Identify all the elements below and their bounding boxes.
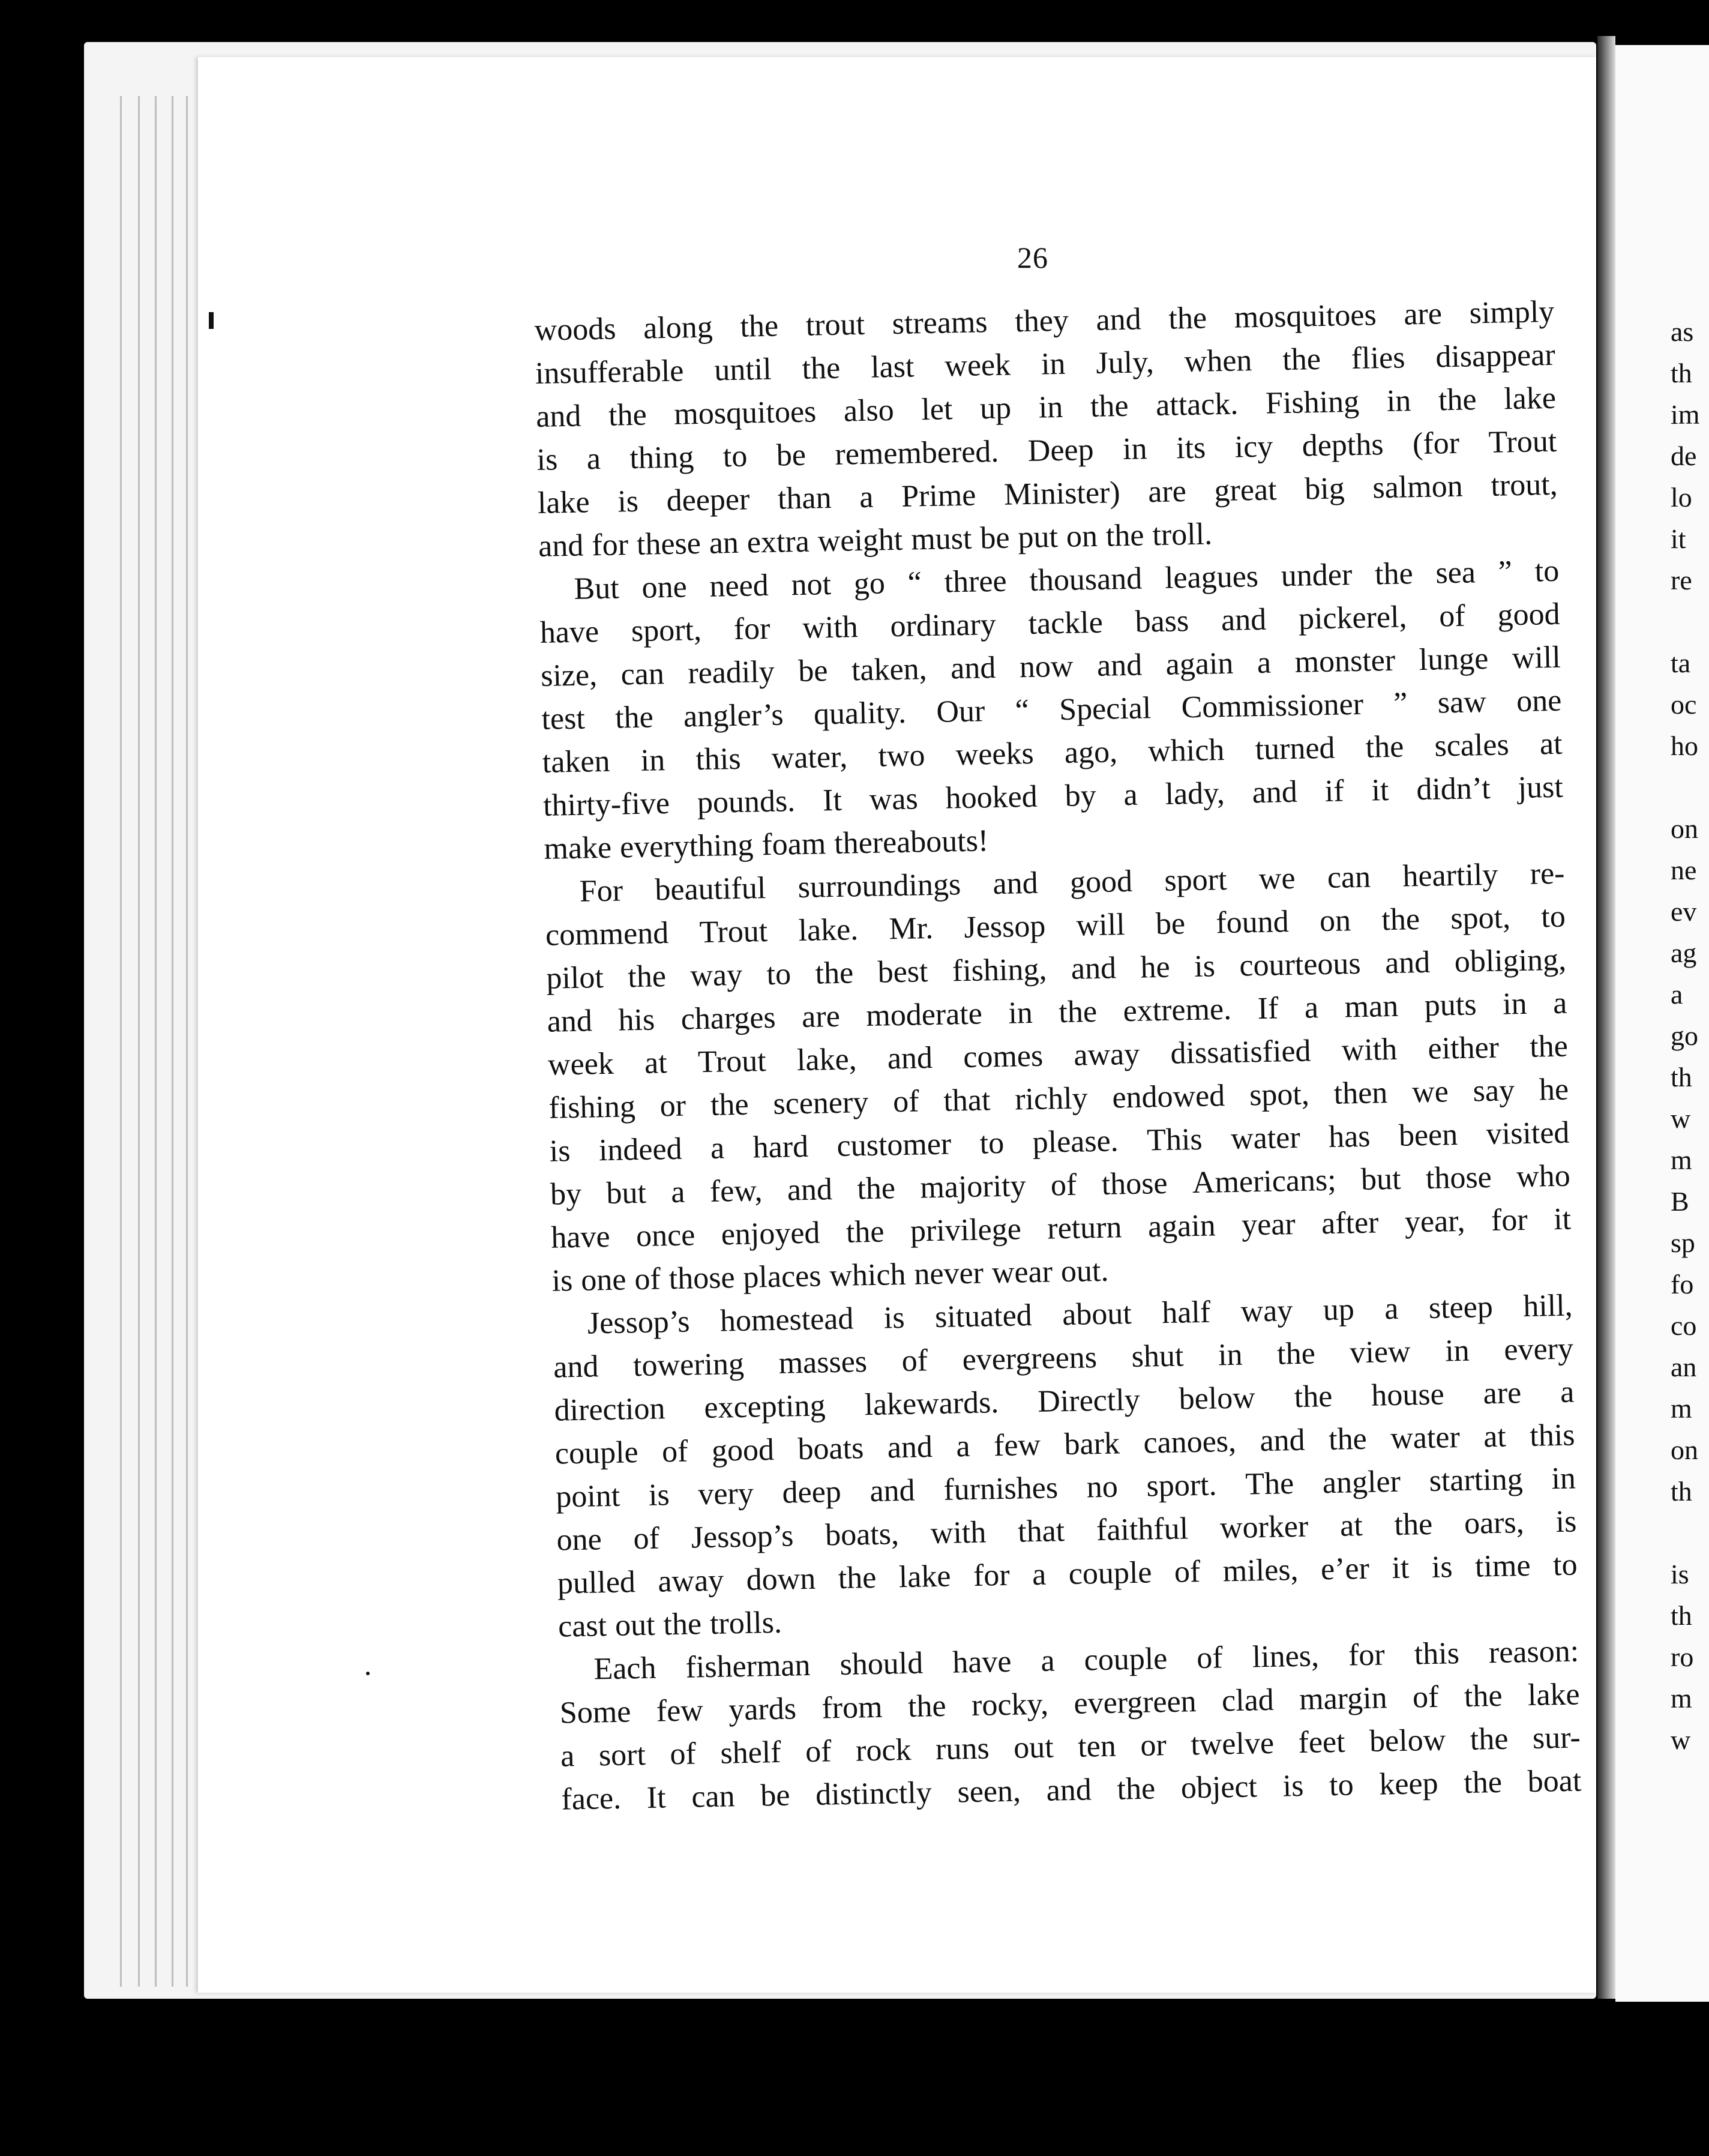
next-page-fragment: an [1671,1352,1697,1382]
next-page-fragment: ev [1671,896,1697,927]
next-page-fragment: th [1671,1476,1692,1507]
text-line: Each fisherman should have a couple of lines, for this reason: [593,1634,1579,1687]
next-page-fragment: B [1671,1186,1689,1217]
page-number: 26 [1017,241,1048,274]
text-line: and his charges are moderate in the extreme. If a man puts in a [547,986,1567,1039]
text-line: is one of those places which never wear out. [551,1253,1109,1298]
next-page-fragment: th [1671,358,1692,388]
text-line: and for these an extra weight must be put on the troll. [538,517,1213,564]
text-line: pulled away down the lake for a couple of miles, e’er it is time to [557,1547,1578,1601]
next-page-fragment: is [1671,1559,1689,1589]
text-line: and the mosquitoes also let up in the attack. Fishing in the lake [535,381,1557,434]
text-line: fishing or the scenery of that richly endowed spot, then we say he [548,1072,1569,1125]
text-line: and towering masses of evergreens shut in the view in every [553,1331,1574,1385]
next-page-fragment: a [1671,979,1683,1010]
text-line: woods along the trout streams they and the mosquitoes are simply [534,294,1555,348]
next-page-fragment: go [1671,1020,1698,1051]
text-line: by but a few, and the majority of those Americans; but those who [550,1158,1571,1212]
next-page-fragment: it [1671,523,1686,554]
text-line: lake is deeper than a Prime Minister) are great big salmon trout, [537,467,1558,520]
next-page-fragment: re [1671,565,1692,595]
page-edge [186,96,188,1987]
text-line: Jessop’s homestead is situated about half way up a steep hill, [587,1288,1573,1341]
next-page-fragment: de [1671,441,1697,471]
text-line: couple of good boats and a few bark canoes, and the water at this [554,1418,1576,1471]
next-page-fragment: ne [1671,855,1697,885]
next-page-fragment: ta [1671,648,1691,678]
next-page-fragment: th [1671,1600,1692,1631]
text-line: point is very deep and furnishes no sport. The angler starting in [555,1461,1576,1514]
text-line: week at Trout lake, and comes away dissatisfied with either the [547,1029,1569,1082]
page-body-text [534,291,1582,1822]
scan-speck [209,312,214,329]
text-line: commend Trout lake. Mr. Jessop will be found on the spot, to [545,899,1566,953]
text-line: taken in this water, two weeks ago, which turned the scales at [542,726,1563,780]
text-line: insufferable until the last week in July, when the flies disappear [535,337,1556,391]
next-page-fragment: lo [1671,482,1692,513]
next-page-fragment: on [1671,813,1698,844]
text-line: Some few yards from the rocky, evergreen clad margin of the lake [559,1677,1581,1730]
page-edge [138,96,140,1987]
text-line: make everything foam thereabouts! [543,824,989,866]
next-page-fragment: ho [1671,730,1698,761]
text-line: have once enjoyed the privilege return again year after year, for it [550,1202,1572,1255]
page-edge [172,96,173,1987]
book-gutter [1597,36,1615,1999]
text-line: But one need not go “ three thousand leagues under the sea ” to [574,553,1560,606]
text-line: a sort of shelf of rock runs out ten or twelve feet below the sur- [560,1720,1581,1774]
next-page-fragment: m [1671,1393,1692,1424]
next-page-fragment: as [1671,316,1694,347]
next-page-fragment: w [1671,1103,1691,1134]
page-edge [120,96,122,1987]
text-line: one of Jessop’s boats, with that faithful worker at the oars, is [556,1504,1577,1558]
next-page-fragment: m [1671,1145,1692,1175]
next-page-fragment: ag [1671,938,1697,968]
next-page-fragment: m [1671,1683,1692,1714]
text-line: face. It can be distinctly seen, and the object is to keep the boat [560,1763,1582,1817]
page-edge [155,96,157,1987]
text-line: have sport, for with ordinary tackle bass and pickerel, of good [539,597,1561,650]
text-line: thirty-five pounds. It was hooked by a lady, and if it didn’t just [542,769,1564,823]
next-page-fragment: fo [1671,1269,1694,1299]
text-line: test the angler’s quality. Our “ Special Commissioner ” saw one [541,683,1562,736]
next-page-fragment: w [1671,1724,1691,1755]
text-line: is indeed a hard customer to please. This water has been visited [549,1115,1570,1169]
next-page-fragment: on [1671,1435,1698,1465]
scan-speck [366,1672,370,1675]
next-page-fragment: co [1671,1310,1697,1341]
text-line: cast out the trolls. [557,1605,782,1644]
text-line: size, can readily be taken, and now and again a monster lunge will [540,640,1561,693]
text-line: For beautiful surroundings and good sport we can heartily re- [579,856,1565,909]
next-page-fragment: ro [1671,1642,1694,1672]
text-line: pilot the way to the best fishing, and he is courteous and obliging, [545,942,1567,996]
next-page-edge [1615,45,1709,2002]
next-page-fragment: sp [1671,1227,1695,1258]
text-line: direction excepting lakewards. Directly below the house are a [554,1375,1575,1428]
next-page-fragment: oc [1671,689,1697,720]
next-page-fragment: th [1671,1062,1692,1092]
next-page-fragment: im [1671,399,1700,430]
text-line: is a thing to be remembered. Deep in its icy depths (for Trout [536,424,1557,477]
